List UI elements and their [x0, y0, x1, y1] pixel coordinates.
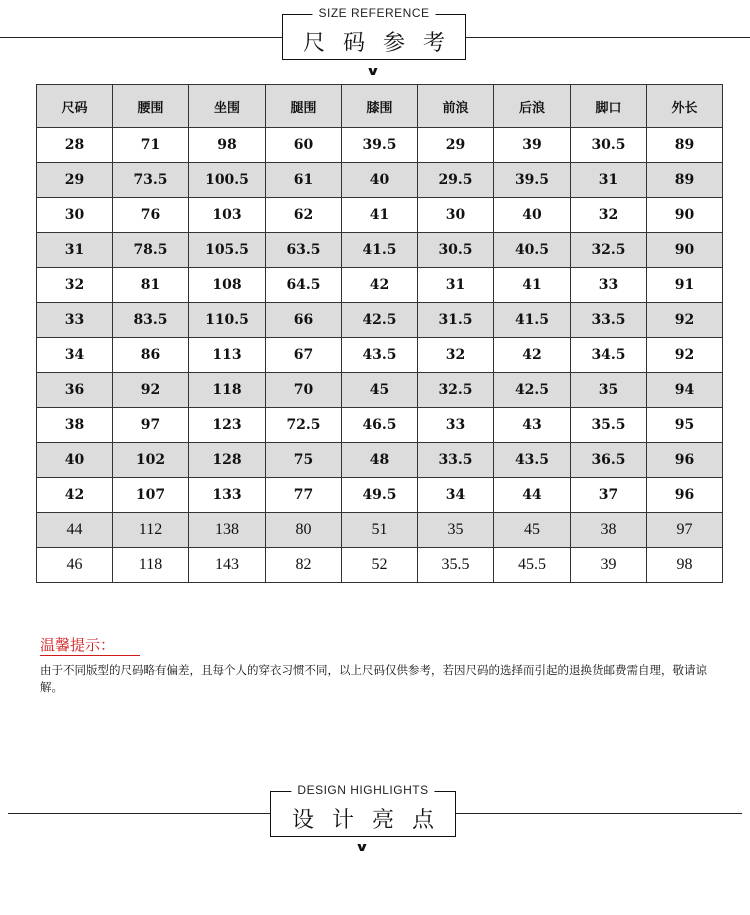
design-highlights-title-cn: 设计亮点	[291, 808, 452, 833]
cell-outseam: 90	[647, 198, 723, 233]
cell-thigh: 60	[266, 128, 342, 163]
cell-size: 30	[37, 198, 113, 233]
table-header-row	[37, 85, 723, 128]
header-frame	[282, 6, 466, 60]
cell-thigh: 66	[266, 303, 342, 338]
cell-front-rise: 31	[418, 268, 494, 303]
cell-hip: 118	[189, 373, 266, 408]
cell-hip: 113	[189, 338, 266, 373]
cell-thigh: 61	[266, 163, 342, 198]
cell-knee: 51	[342, 513, 418, 548]
size-reference-title-cn: 尺码参考	[302, 31, 463, 56]
cell-front-rise: 32	[418, 338, 494, 373]
cell-outseam: 92	[647, 303, 723, 338]
cell-hip: 108	[189, 268, 266, 303]
cell-waist: 83.5	[113, 303, 189, 338]
cell-thigh: 72.5	[266, 408, 342, 443]
cell-back-rise: 40	[494, 198, 571, 233]
table-row	[37, 268, 723, 303]
cell-front-rise: 31.5	[418, 303, 494, 338]
header-leg-opening: 脚口	[571, 85, 647, 128]
cell-knee: 48	[342, 443, 418, 478]
cell-back-rise: 45	[494, 513, 571, 548]
header-rule-left	[0, 37, 282, 38]
header-rule-left	[8, 813, 270, 814]
header-outseam: 外长	[647, 85, 723, 128]
cell-knee: 46.5	[342, 408, 418, 443]
cell-leg-opening: 35	[571, 373, 647, 408]
cell-hip: 103	[189, 198, 266, 233]
cell-back-rise: 39	[494, 128, 571, 163]
cell-waist: 86	[113, 338, 189, 373]
design-highlights-header	[0, 778, 750, 848]
cell-size: 31	[37, 233, 113, 268]
cell-back-rise: 41.5	[494, 303, 571, 338]
cell-size: 32	[37, 268, 113, 303]
table-row	[37, 478, 723, 513]
chevron-down-icon: ∨	[365, 64, 381, 78]
cell-thigh: 77	[266, 478, 342, 513]
cell-outseam: 94	[647, 373, 723, 408]
cell-outseam: 90	[647, 233, 723, 268]
cell-front-rise: 34	[418, 478, 494, 513]
cell-size: 46	[37, 548, 113, 583]
cell-leg-opening: 39	[571, 548, 647, 583]
cell-waist: 78.5	[113, 233, 189, 268]
cell-thigh: 62	[266, 198, 342, 233]
cell-hip: 123	[189, 408, 266, 443]
cell-size: 34	[37, 338, 113, 373]
cell-waist: 102	[113, 443, 189, 478]
cell-outseam: 92	[647, 338, 723, 373]
cell-size: 33	[37, 303, 113, 338]
cell-waist: 76	[113, 198, 189, 233]
cell-hip: 100.5	[189, 163, 266, 198]
cell-leg-opening: 37	[571, 478, 647, 513]
cell-hip: 138	[189, 513, 266, 548]
table-row	[37, 443, 723, 478]
cell-leg-opening: 30.5	[571, 128, 647, 163]
header-rule-right	[456, 813, 742, 814]
header-front-rise: 前浪	[418, 85, 494, 128]
header-frame	[270, 783, 456, 837]
cell-back-rise: 40.5	[494, 233, 571, 268]
cell-outseam: 91	[647, 268, 723, 303]
table-row	[37, 408, 723, 443]
cell-front-rise: 29	[418, 128, 494, 163]
cell-back-rise: 43.5	[494, 443, 571, 478]
cell-front-rise: 32.5	[418, 373, 494, 408]
cell-outseam: 96	[647, 443, 723, 478]
cell-thigh: 70	[266, 373, 342, 408]
cell-hip: 143	[189, 548, 266, 583]
notice-title: 温馨提示：	[40, 636, 116, 654]
size-reference-title-en: SIZE REFERENCE	[312, 6, 435, 20]
cell-waist: 107	[113, 478, 189, 513]
cell-thigh: 82	[266, 548, 342, 583]
cell-knee: 41	[342, 198, 418, 233]
cell-knee: 52	[342, 548, 418, 583]
cell-waist: 92	[113, 373, 189, 408]
cell-outseam: 98	[647, 548, 723, 583]
cell-leg-opening: 33.5	[571, 303, 647, 338]
cell-front-rise: 29.5	[418, 163, 494, 198]
cell-leg-opening: 31	[571, 163, 647, 198]
cell-back-rise: 39.5	[494, 163, 571, 198]
cell-knee: 42.5	[342, 303, 418, 338]
cell-size: 28	[37, 128, 113, 163]
table-row	[37, 338, 723, 373]
cell-knee: 45	[342, 373, 418, 408]
cell-front-rise: 33.5	[418, 443, 494, 478]
cell-size: 38	[37, 408, 113, 443]
cell-front-rise: 33	[418, 408, 494, 443]
cell-outseam: 89	[647, 163, 723, 198]
cell-leg-opening: 33	[571, 268, 647, 303]
notice-underline	[40, 655, 140, 656]
cell-front-rise: 30.5	[418, 233, 494, 268]
cell-leg-opening: 34.5	[571, 338, 647, 373]
cell-back-rise: 45.5	[494, 548, 571, 583]
cell-leg-opening: 32.5	[571, 233, 647, 268]
cell-waist: 73.5	[113, 163, 189, 198]
cell-knee: 49.5	[342, 478, 418, 513]
cell-knee: 41.5	[342, 233, 418, 268]
cell-leg-opening: 32	[571, 198, 647, 233]
header-back-rise: 后浪	[494, 85, 571, 128]
cell-waist: 118	[113, 548, 189, 583]
cell-outseam: 96	[647, 478, 723, 513]
size-table	[36, 84, 723, 583]
header-waist: 腰围	[113, 85, 189, 128]
cell-thigh: 75	[266, 443, 342, 478]
table-row	[37, 233, 723, 268]
table-row	[37, 513, 723, 548]
cell-waist: 71	[113, 128, 189, 163]
cell-outseam: 89	[647, 128, 723, 163]
cell-hip: 98	[189, 128, 266, 163]
cell-leg-opening: 36.5	[571, 443, 647, 478]
cell-knee: 42	[342, 268, 418, 303]
cell-size: 42	[37, 478, 113, 513]
cell-knee: 43.5	[342, 338, 418, 373]
header-knee: 膝围	[342, 85, 418, 128]
cell-size: 44	[37, 513, 113, 548]
table-row	[37, 548, 723, 583]
cell-thigh: 64.5	[266, 268, 342, 303]
cell-back-rise: 44	[494, 478, 571, 513]
cell-front-rise: 30	[418, 198, 494, 233]
cell-hip: 128	[189, 443, 266, 478]
cell-waist: 97	[113, 408, 189, 443]
table-row	[37, 198, 723, 233]
cell-outseam: 95	[647, 408, 723, 443]
cell-leg-opening: 35.5	[571, 408, 647, 443]
cell-back-rise: 42	[494, 338, 571, 373]
cell-size: 36	[37, 373, 113, 408]
cell-back-rise: 43	[494, 408, 571, 443]
table-row	[37, 128, 723, 163]
cell-thigh: 80	[266, 513, 342, 548]
cell-thigh: 63.5	[266, 233, 342, 268]
cell-hip: 110.5	[189, 303, 266, 338]
cell-hip: 105.5	[189, 233, 266, 268]
cell-leg-opening: 38	[571, 513, 647, 548]
cell-size: 29	[37, 163, 113, 198]
cell-back-rise: 42.5	[494, 373, 571, 408]
header-rule-right	[466, 37, 750, 38]
notice-text: 由于不同版型的尺码略有偏差，且每个人的穿衣习惯不同，以上尺码仅供参考，若因尺码的选择而引起的退换货邮费需自理，敬请谅解。	[40, 663, 707, 694]
cell-back-rise: 41	[494, 268, 571, 303]
table-row	[37, 373, 723, 408]
cell-hip: 133	[189, 478, 266, 513]
table-row	[37, 303, 723, 338]
cell-waist: 112	[113, 513, 189, 548]
cell-outseam: 97	[647, 513, 723, 548]
cell-thigh: 67	[266, 338, 342, 373]
cell-knee: 40	[342, 163, 418, 198]
design-highlights-title-en: DESIGN HIGHLIGHTS	[291, 783, 434, 797]
chevron-down-icon: ∨	[354, 840, 370, 854]
cell-front-rise: 35	[418, 513, 494, 548]
cell-front-rise: 35.5	[418, 548, 494, 583]
header-size: 尺码	[37, 85, 113, 128]
cell-size: 40	[37, 443, 113, 478]
table-row	[37, 163, 723, 198]
header-thigh: 腿围	[266, 85, 342, 128]
header-hip: 坐围	[189, 85, 266, 128]
size-reference-header	[0, 2, 750, 72]
cell-knee: 39.5	[342, 128, 418, 163]
cell-waist: 81	[113, 268, 189, 303]
